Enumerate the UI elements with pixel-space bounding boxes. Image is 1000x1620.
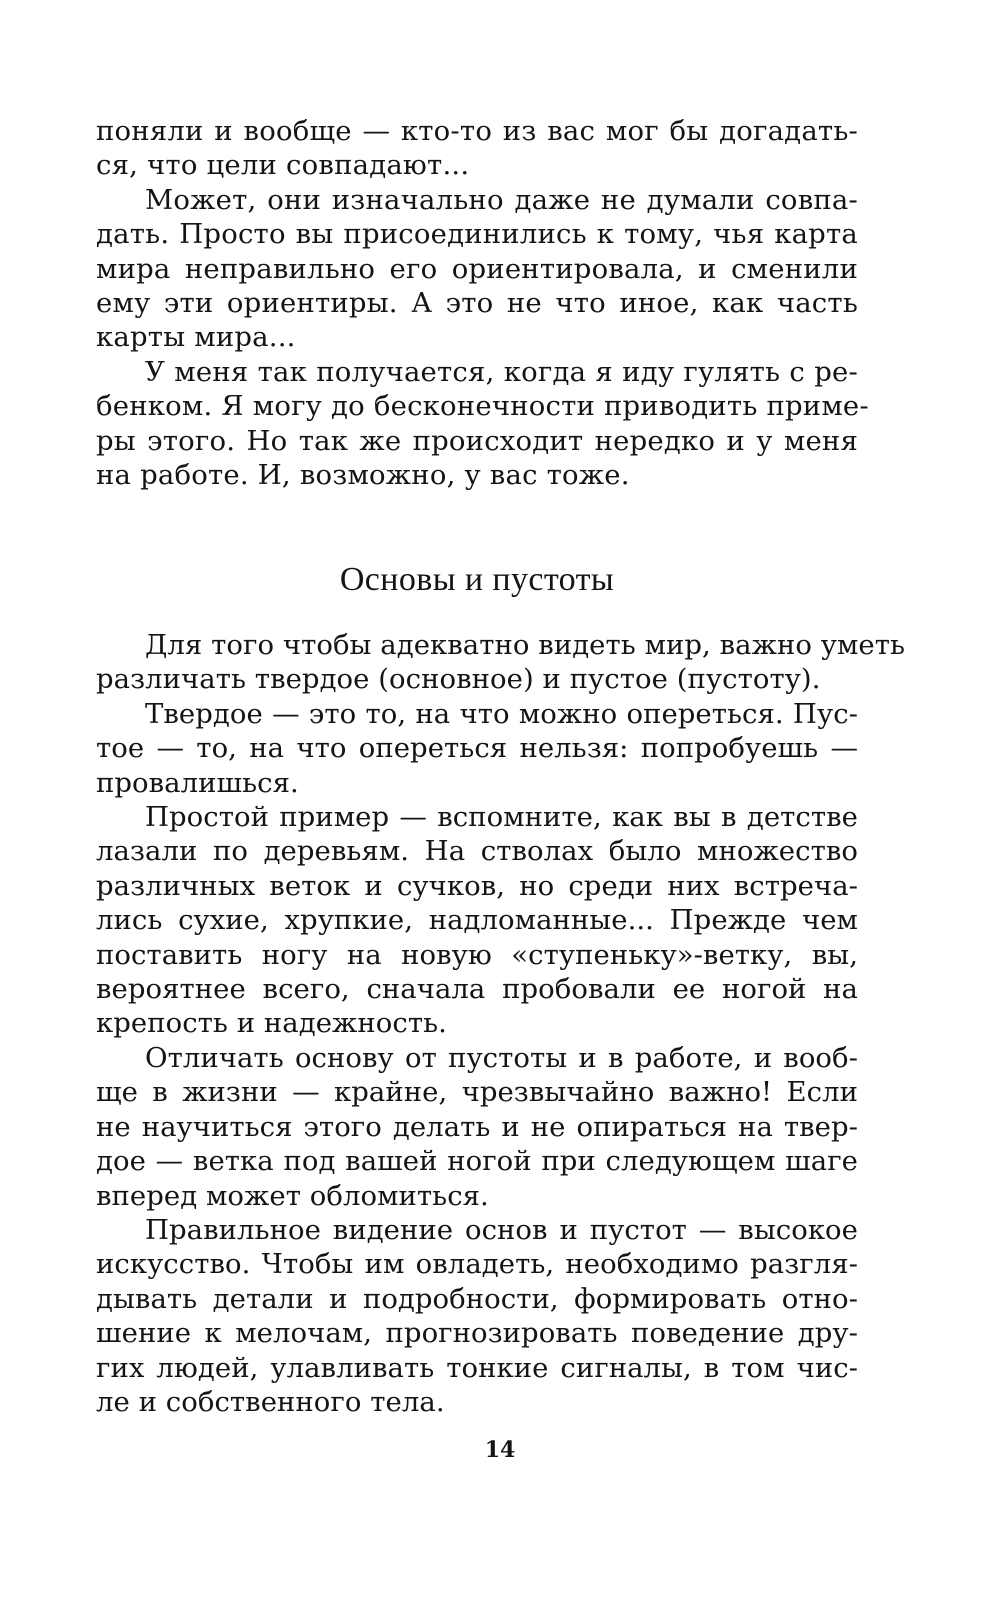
text-line: на работе. И, возможно, у вас тоже. — [96, 459, 630, 492]
text-line: гих людей, улавливать тонкие сигналы, в том чис- — [96, 1351, 858, 1384]
text-line: шение к мелочам, прогнозировать поведение дру- — [96, 1317, 858, 1350]
text-line: лись сухие, хрупкие, надломанные... Прежде чем — [96, 904, 858, 937]
text-line: ще в жизни — крайне, чрезвычайно важно! Если — [96, 1076, 858, 1109]
text-line: провалишься. — [96, 766, 299, 799]
text-line: вероятнее всего, сначала пробовали ее ногой на — [96, 973, 858, 1006]
text-line: различных веток и сучков, но среди них встреча- — [96, 869, 858, 902]
text-line: различать твердое (основное) и пустое (пустоту). — [96, 663, 821, 696]
text-line: бенком. Я могу до бесконечности приводить приме- — [96, 390, 869, 423]
text-line: У меня так получается, когда я иду гулять с ре- — [145, 355, 858, 388]
text-section-top — [96, 114, 869, 492]
text-line: Для того чтобы адекватно видеть мир, важно уметь — [145, 629, 906, 661]
text-line: искусство. Чтобы им овладеть, необходимо разгля- — [96, 1248, 858, 1281]
text-line: Может, они изначально даже не думали совпа- — [145, 183, 858, 216]
text-line: ему эти ориентиры. А это не что иное, как часть — [96, 287, 858, 320]
text-line: поняли и вообще — кто-то из вас мог бы догадать- — [96, 115, 858, 147]
text-line: крепость и надежность. — [96, 1007, 447, 1040]
text-line: лазали по деревьям. На стволах было множество — [96, 835, 858, 868]
text-line: Отличать основу от пустоты и в работе, и вооб- — [145, 1041, 858, 1074]
text-line: Твердое — это то, на что можно опереться. Пус- — [145, 697, 858, 730]
text-line: дать. Просто вы присоединились к тому, чья карта — [96, 218, 858, 251]
text-line: ле и собственного тела. — [96, 1385, 445, 1418]
text-line: дывать детали и подробности, формировать отно- — [96, 1282, 858, 1315]
text-line: карты мира... — [96, 321, 296, 354]
text-line: ры этого. Но так же происходит нередко и у меня — [96, 424, 858, 457]
text-line: мира неправильно его ориентировала, и сменили — [96, 252, 858, 285]
text-line: Простой пример — вспомните, как вы в детстве — [145, 801, 858, 834]
text-line: тое — то, на что опереться нельзя: попробуешь — — [96, 732, 858, 765]
text-section-main — [96, 628, 906, 1419]
section-heading: Основы и пустоты — [339, 561, 615, 598]
text-line: вперед может обломиться. — [96, 1179, 489, 1212]
text-line: не научиться этого делать и не опираться на твер- — [96, 1110, 858, 1143]
text-line: Правильное видение основ и пустот — высокое — [145, 1213, 858, 1246]
text-line: поставить ногу на новую «ступеньку»-ветку, вы, — [96, 938, 858, 971]
page-number: 14 — [484, 1437, 516, 1463]
text-line: дое — ветка под вашей ногой при следующем шаге — [96, 1145, 858, 1178]
text-line: ся, что цели совпадают... — [96, 149, 470, 182]
